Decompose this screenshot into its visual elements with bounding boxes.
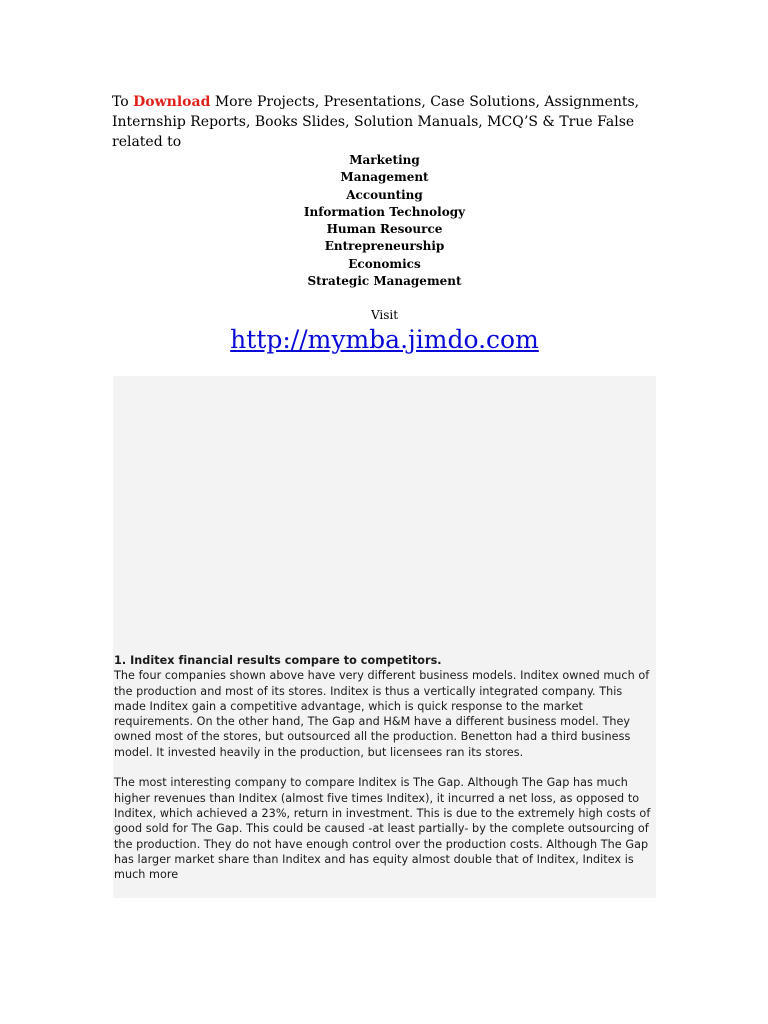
subject-item: Accounting: [346, 187, 423, 202]
subject-list: [112, 152, 657, 290]
subject-item: Information Technology: [303, 204, 466, 219]
subject-item: Entrepreneurship: [324, 239, 445, 254]
subject-item: Economics: [348, 256, 421, 271]
subject-item: Marketing: [349, 153, 420, 167]
article-clip: [113, 640, 656, 897]
subject-item: Management: [340, 170, 429, 185]
subject-item: Human Resource: [326, 222, 443, 237]
site-link[interactable]: http://mymba.jimdo.com: [230, 325, 539, 354]
article-paragraph: The most interesting company to compare Inditex is The Gap. Although The Gap has much higher revenues than Inditex (almost five times Inditex), it incurred a net loss, as opposed to Inditex, which achieved a 23%, return in investment. This is due to the extremely high costs of good sold for The Gap. This could be caused -at least partially- by the complete outsourcing of the production. They do not have enough control over the production costs. Although The Gap has larger market share than Inditex and has equity almost double that of Inditex, Inditex is much more: [114, 776, 651, 882]
subject-item: Strategic Management: [307, 274, 462, 289]
article-body: [114, 653, 654, 882]
article-heading: 1. Inditex financial results compare to competitors.: [114, 654, 442, 667]
download-link[interactable]: Download: [133, 94, 211, 110]
header-prefix: To: [112, 94, 134, 110]
promo-header: [112, 92, 657, 152]
visit-label: Visit: [370, 308, 399, 322]
article-paragraph: The four companies shown above have very different business models. Inditex owned much of the production and most of its stores. Inditex is thus a vertically integrated company. This made Inditex gain a competitive advantage, which is quick response to the market requirements. On the other hand, The Gap and H&M have a different business model. They owned most of the stores, but outsourced all the production. Benetton had a third business model. It invested heavily in the production, but licensees ran its stores.: [114, 669, 650, 759]
header-description: More Projects, Presentations, Case Solutions, Assignments, Internship Reports, Books Slides, Solution Manuals, MCQ’S & True False related to: [112, 94, 640, 150]
